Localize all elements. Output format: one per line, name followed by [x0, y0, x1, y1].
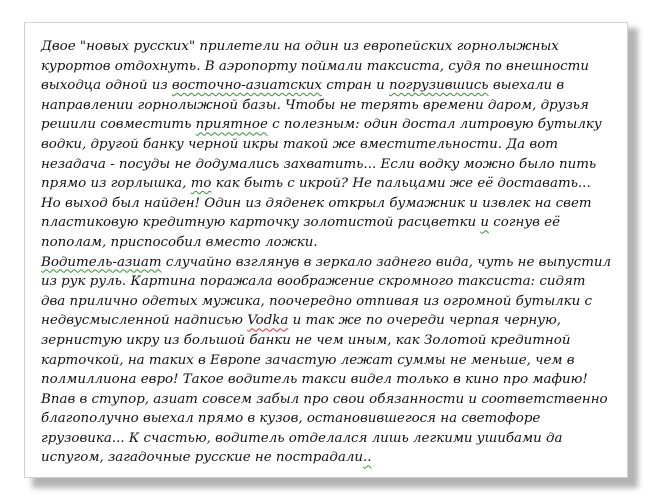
text-segment: Впав в ступор, азиат совсем забыл про свои обязанности и соответственно [41, 391, 608, 407]
text-segment: Но выход был найден! Один из дяденек открыл бумажник и извлек на свет [41, 195, 592, 211]
text-segment: пополам, приспособил вместо ложки. [41, 234, 318, 250]
text-line [41, 174, 621, 194]
text-line [41, 272, 621, 292]
text-line [41, 135, 621, 155]
text-segment: согнув её [488, 215, 561, 231]
text-line [41, 429, 621, 449]
text-segment: недвусмысленной надписью [41, 313, 248, 329]
text-segment: водки, другой банку черной икры такой же вместительности. Да вот [41, 136, 558, 152]
text-segment: стран и [322, 78, 389, 94]
text-line [41, 115, 621, 135]
text-segment: благополучно выехал прямо в кузов, остановившегося на светофоре [41, 411, 541, 427]
text-line [41, 311, 621, 331]
text-line [41, 37, 621, 57]
text-segment: с полезным: один достал литровую бутылку [267, 117, 602, 133]
text-segment: карточкой, на таких в Европе зачастую лежат суммы не меньше, чем в [41, 352, 575, 368]
text-segment: из рук руль. Картина поражала воображение скромного таксиста: сидят [41, 274, 586, 290]
text-segment: Двое "новых русских" прилетели на один из европейских горнолыжных [41, 39, 559, 54]
text-line [41, 96, 621, 116]
document-page [24, 22, 628, 478]
text-segment: зернистую икру из большой банки не чем иным, как Золотой кредитной [41, 332, 571, 348]
text-line [41, 213, 621, 233]
grammar-flagged-word: .. [362, 450, 372, 466]
text-segment: и так же по очереди черпая черную, [288, 313, 562, 329]
text-segment: направлении горнолыжной базы. Чтобы не терять времени даром, друзья [41, 97, 589, 113]
text-line [41, 76, 621, 96]
text-line [41, 57, 621, 77]
grammar-flagged-word: приятное [195, 117, 268, 133]
text-segment: выходца одной из [41, 78, 172, 94]
text-line [41, 370, 621, 390]
document-text[interactable] [41, 37, 621, 468]
text-segment: решили совместить [41, 117, 196, 133]
spelling-error-word: Vodka [247, 313, 289, 329]
text-line [41, 331, 621, 351]
text-segment: как быть с икрой? Не пальцами же её доставать... [211, 176, 591, 192]
text-segment: грузовика... К счастью, водитель отделался лишь легкими ушибами да [41, 430, 563, 446]
text-segment: пластиковую кредитную карточку золотистой расцветки [41, 215, 481, 231]
text-segment: случайно взглянув в зеркало заднего вида, чуть не выпустил [161, 254, 612, 270]
grammar-flagged-word: и [480, 215, 489, 231]
text-line [41, 194, 621, 214]
grammar-flagged-word: восточно-азиатских [171, 78, 323, 94]
text-segment: два прилично одетых мужика, поочередно отпивая из огромной бутылки с [41, 293, 593, 309]
grammar-flagged-word: то [190, 176, 212, 192]
text-line [41, 351, 621, 371]
grammar-flagged-word: погрузившись [388, 78, 489, 94]
text-line [41, 233, 621, 253]
text-line [41, 292, 621, 312]
text-line [41, 448, 621, 468]
text-line [41, 409, 621, 429]
text-segment: выехали в [488, 78, 565, 94]
text-segment: испугом, загадочные русские не пострадали [41, 450, 363, 466]
text-segment: полмиллиона евро! Такое водитель такси видел только в кино про мафию! [41, 372, 588, 388]
text-segment: прямо из горлышка, [41, 176, 191, 192]
text-segment: незадача - посуды не додумались захватить... Если водку можно было пить [41, 156, 597, 172]
grammar-flagged-word: Водитель-азиат [41, 254, 162, 270]
text-line [41, 155, 621, 175]
text-line [41, 390, 621, 410]
text-segment: курортов отдохнуть. В аэропорту поймали таксиста, судя по внешности [41, 58, 589, 74]
text-line [41, 253, 621, 273]
